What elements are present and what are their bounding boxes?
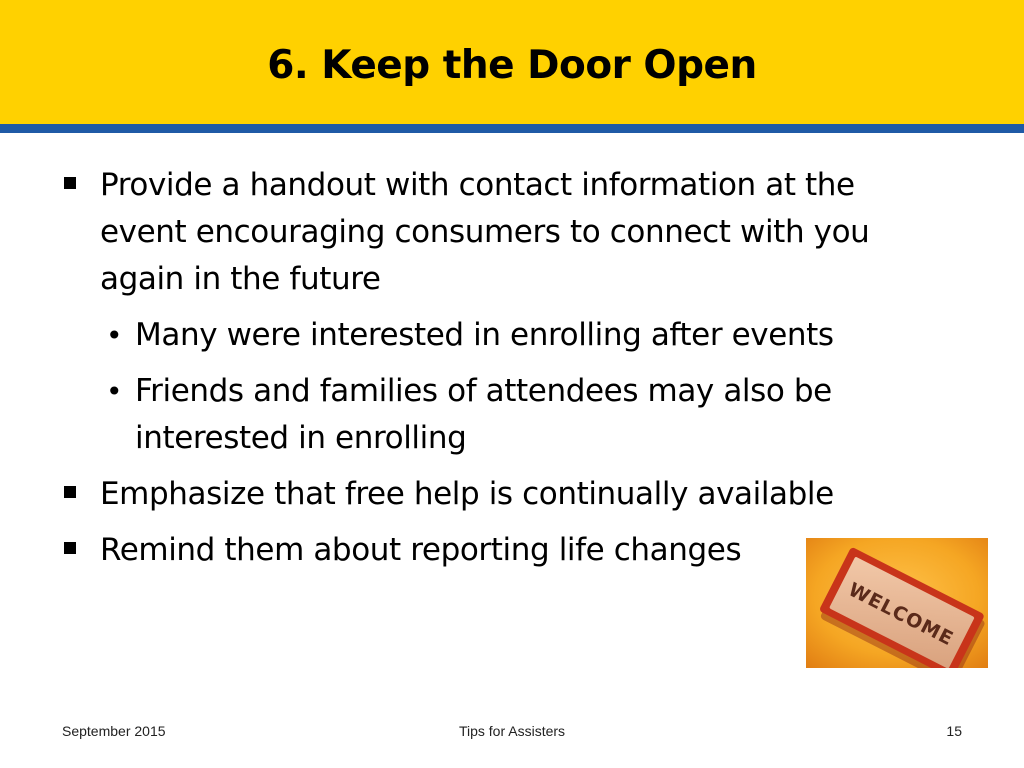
page-number: 15 (946, 723, 962, 739)
bullet-text: Provide a handout with contact information at the event encouraging consumers to connect with you again in the future (100, 167, 870, 297)
welcome-mat-image (806, 538, 988, 668)
footer-title: Tips for Assisters (458, 723, 566, 739)
round-bullet-icon: • (106, 375, 123, 408)
bullet-text: Emphasize that free help is continually available (100, 476, 834, 512)
square-bullet-icon (64, 542, 76, 554)
square-bullet-icon (64, 177, 76, 189)
footer-date: September 2015 (62, 723, 166, 739)
welcome-mat-illustration (806, 538, 988, 668)
title-divider (0, 124, 1024, 133)
bullet-text: Remind them about reporting life changes (100, 532, 742, 568)
square-bullet-icon (64, 486, 76, 498)
bullet-item (60, 471, 940, 518)
bullet-item (60, 162, 940, 303)
sub-bullet-item (60, 312, 940, 359)
slide-title: 6. Keep the Door Open (267, 43, 757, 88)
round-bullet-icon: • (106, 319, 123, 352)
sub-bullet-item (60, 368, 940, 462)
sub-bullet-text: Many were interested in enrolling after events (135, 317, 834, 353)
sub-bullet-text: Friends and families of attendees may also be interested in enrolling (135, 373, 832, 456)
slide-body (60, 162, 940, 583)
mat-lettering: WELCOME (844, 578, 958, 651)
